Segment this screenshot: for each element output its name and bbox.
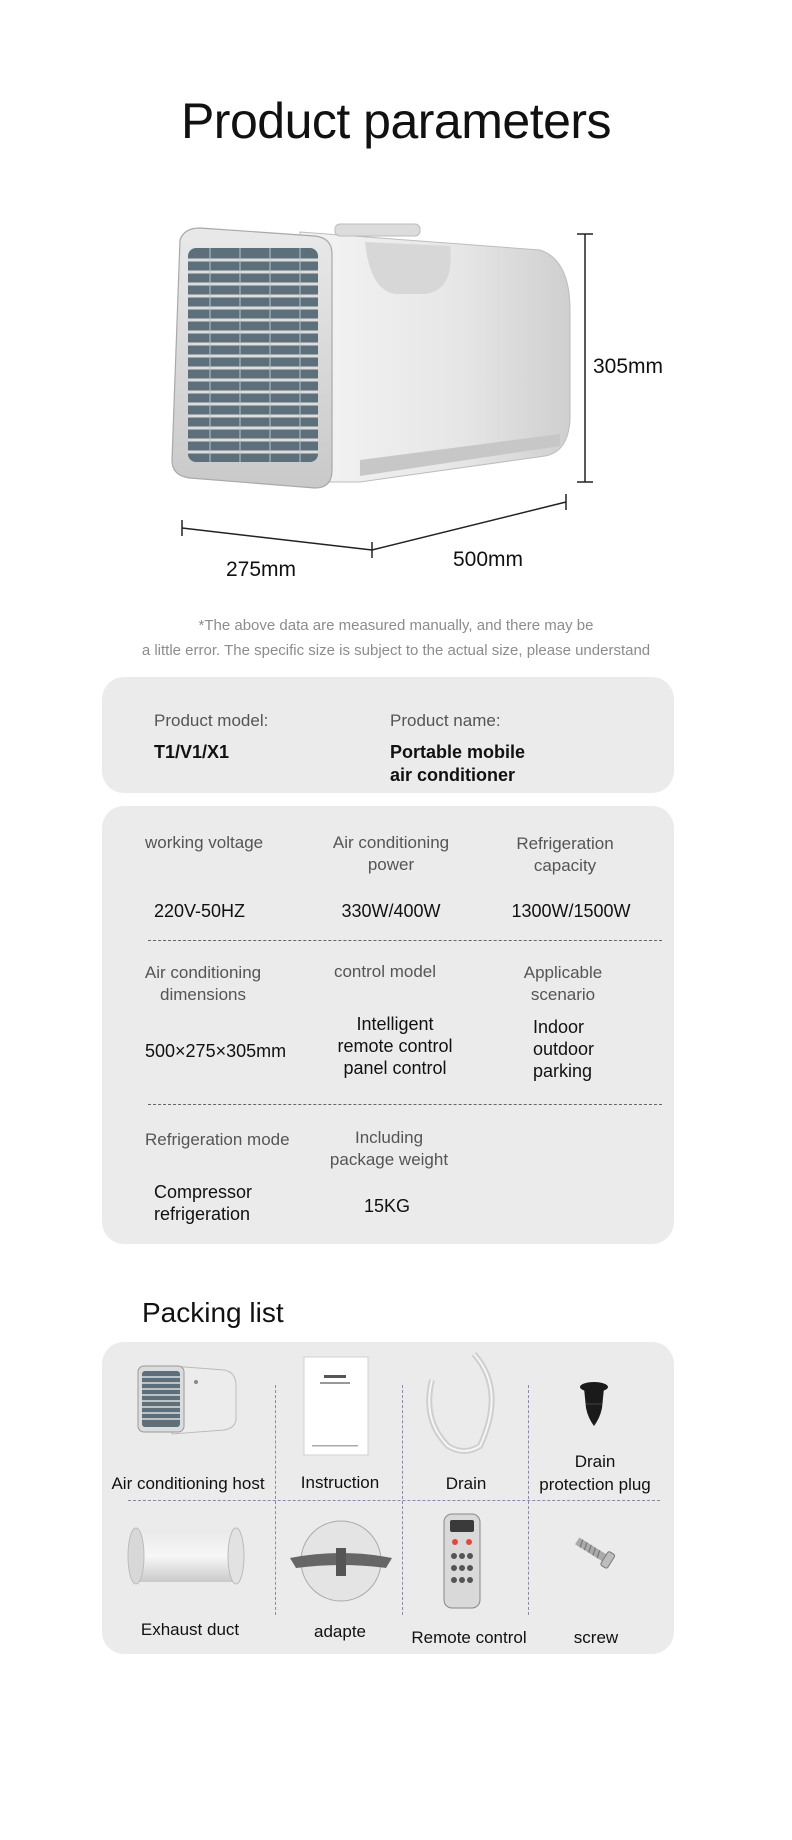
applicable-scenario-value-3: parking xyxy=(533,1061,593,1081)
ac-dimensions-value: 500×275×305mm xyxy=(145,1041,287,1061)
screw-image xyxy=(572,1532,618,1572)
packing-item-remote: Remote control xyxy=(411,1628,527,1647)
product-model-value: T1/V1/X1 xyxy=(154,742,230,762)
working-voltage-label: working voltage xyxy=(145,833,264,852)
ac-power-label-1: Air conditioning xyxy=(332,833,450,852)
packing-item-adapter: adapte xyxy=(314,1622,366,1641)
control-model-value-1: Intelligent xyxy=(356,1014,434,1034)
applicable-scenario-value-1: Indoor xyxy=(533,1017,585,1037)
control-model-value-3: panel control xyxy=(343,1058,447,1078)
package-weight-value: 15KG xyxy=(364,1196,411,1216)
packing-item-host: Air conditioning host xyxy=(111,1474,265,1493)
ac-power-label-2: power xyxy=(367,855,415,874)
row-divider xyxy=(148,1104,662,1105)
product-name-line-2: air conditioner xyxy=(390,765,516,785)
depth-dimension: 275mm xyxy=(226,558,297,581)
refrigeration-mode-value-2: refrigeration xyxy=(154,1204,251,1224)
control-model-value-2: remote control xyxy=(337,1036,453,1056)
refrigeration-capacity-value: 1300W/1500W xyxy=(511,901,631,921)
air-conditioner-image xyxy=(132,1360,242,1440)
packing-item-screw: screw xyxy=(573,1628,619,1647)
window-adapter-image xyxy=(286,1518,396,1604)
refrigeration-capacity-label-2: capacity xyxy=(533,856,597,875)
package-weight-label-1: Including xyxy=(354,1128,424,1147)
packing-item-plug-1: Drain xyxy=(574,1452,616,1471)
grid-divider xyxy=(128,1500,660,1501)
width-dimension: 500mm xyxy=(453,548,524,571)
height-dimension: 305mm xyxy=(593,355,664,378)
measurement-note-line-1: *The above data are measured manually, and there may be xyxy=(198,617,594,634)
applicable-scenario-label-2: scenario xyxy=(530,985,596,1004)
working-voltage-value: 220V-50HZ xyxy=(154,901,246,921)
packing-item-drain: Drain xyxy=(445,1474,487,1493)
package-weight-label-2: package weight xyxy=(329,1150,449,1169)
ac-dimensions-label-2: dimensions xyxy=(160,985,246,1004)
product-info-card xyxy=(102,677,674,793)
packing-item-instruction: Instruction xyxy=(300,1473,380,1492)
drain-hose-image xyxy=(418,1350,508,1460)
refrigeration-mode-label: Refrigeration mode xyxy=(145,1130,290,1149)
remote-control-image xyxy=(440,1512,484,1610)
page-title: Product parameters xyxy=(180,93,612,149)
packing-item-plug-2: protection plug xyxy=(539,1475,651,1494)
refrigeration-mode-value-1: Compressor xyxy=(154,1182,253,1202)
product-model-label: Product model: xyxy=(154,711,269,730)
ac-power-value: 330W/400W xyxy=(341,901,441,921)
measurement-note-line-2: a little error. The specific size is subject to the actual size, please understand xyxy=(141,642,651,659)
packing-list-title: Packing list xyxy=(142,1297,284,1328)
product-name-label: Product name: xyxy=(390,711,501,730)
drain-plug-image xyxy=(578,1380,610,1430)
ac-dimensions-label-1: Air conditioning xyxy=(144,963,262,982)
row-divider xyxy=(148,940,662,941)
control-model-label: control model xyxy=(333,962,437,981)
packing-item-duct: Exhaust duct xyxy=(140,1620,240,1639)
product-name-line-1: Portable mobile xyxy=(390,742,526,762)
manual-image xyxy=(302,1355,372,1459)
dimension-lines xyxy=(150,230,620,570)
exhaust-duct-image xyxy=(124,1520,248,1590)
applicable-scenario-label-1: Applicable xyxy=(523,963,603,982)
refrigeration-capacity-label-1: Refrigeration xyxy=(516,834,614,853)
applicable-scenario-value-2: outdoor xyxy=(533,1039,595,1059)
